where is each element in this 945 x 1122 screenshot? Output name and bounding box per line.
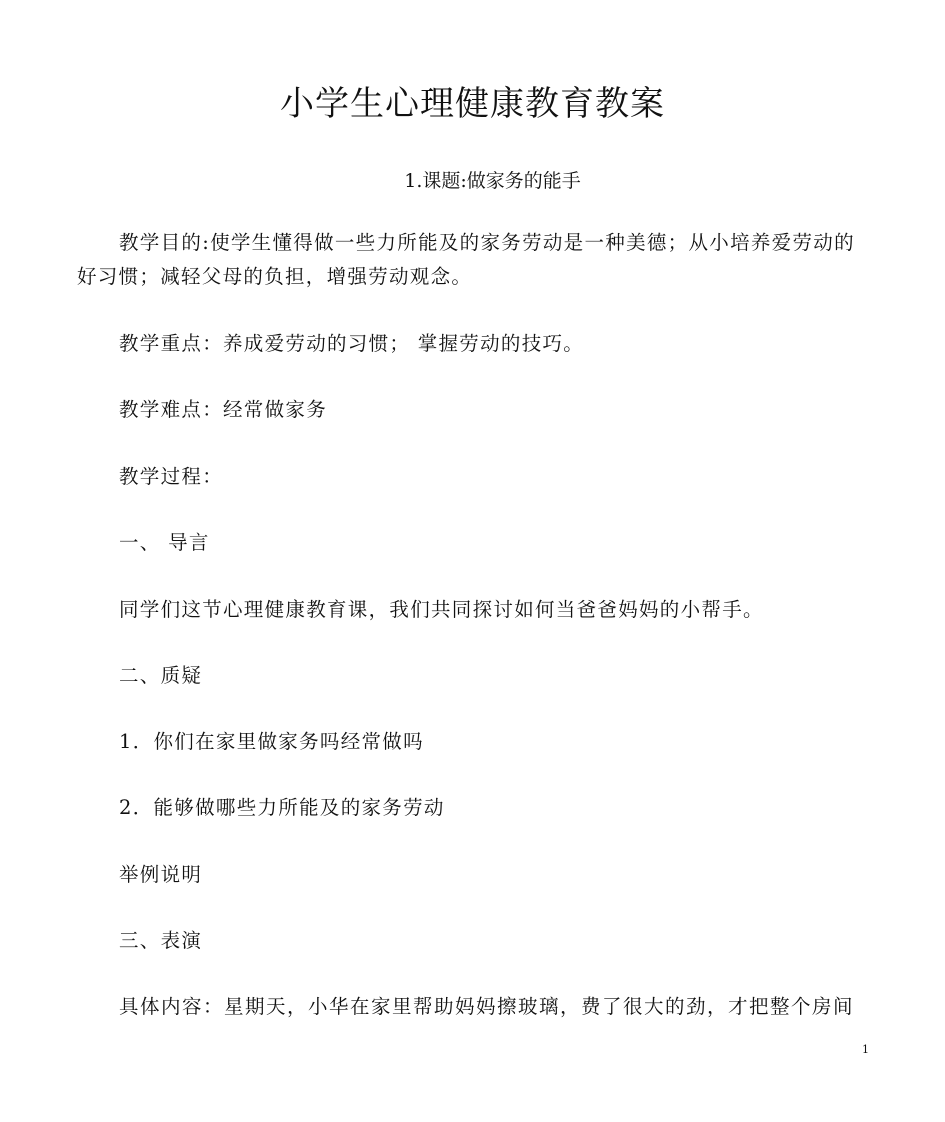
paragraph-objective: 教学目的:使学生懂得做一些力所能及的家务劳动是一种美德；从小培养爱劳动的好习惯；减轻父母的负担，增强劳动观念。 [77,231,855,288]
lesson-subtitle: 1.课题:做家务的能手 [404,170,581,192]
paragraph-key-points: 教学重点：养成爱劳动的习惯； 掌握劳动的技巧。 [119,332,585,355]
paragraph-performance-content: 具体内容：星期天，小华在家里帮助妈妈擦玻璃，费了很大的劲，才把整个房间 [119,995,855,1018]
section-intro-heading: 一、 导言 [119,531,210,554]
section-question-heading: 二、质疑 [119,664,203,687]
question-item-1: 1．你们在家里做家务吗经常做吗 [119,730,424,753]
page-number: 1 [862,1043,869,1056]
paragraph-process: 教学过程： [119,465,224,488]
paragraph-difficulty: 教学难点：经常做家务 [119,398,328,421]
section-performance-heading: 三、表演 [119,929,203,952]
document-title: 小学生心理健康教育教案 [280,84,665,124]
paragraph-examples: 举例说明 [119,863,203,886]
paragraph-intro: 同学们这节心理健康教育课，我们共同探讨如何当爸爸妈妈的小帮手。 [119,598,764,621]
question-item-2: 2．能够做哪些力所能及的家务劳动 [119,796,445,819]
